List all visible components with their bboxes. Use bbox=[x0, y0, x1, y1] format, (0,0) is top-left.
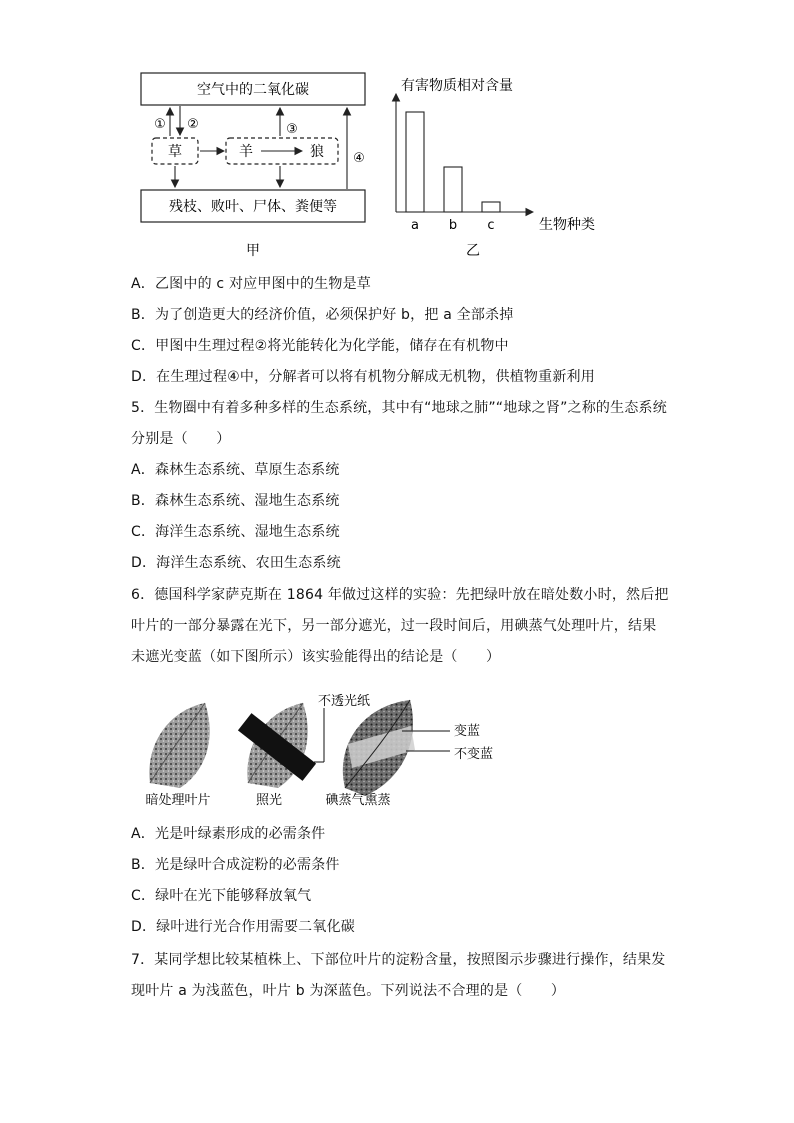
q5-option-b: B．森林生态系统、湿地生态系统 bbox=[131, 493, 340, 509]
y-axis-label: 有害物质相对含量 bbox=[401, 78, 513, 94]
q4-option-a: A．乙图中的 c 对应甲图中的生物是草 bbox=[131, 276, 371, 292]
tick-label-a: a bbox=[411, 218, 419, 233]
co2-box-label: 空气中的二氧化碳 bbox=[197, 82, 309, 98]
diagram-jia-caption: 甲 bbox=[246, 243, 260, 259]
q5-option-d: D．海洋生态系统、农田生态系统 bbox=[131, 555, 341, 571]
q6-stem-line2: 叶片的一部分暴露在光下，另一部分遮光，过一段时间后，用碘蒸气处理叶片，结果 bbox=[131, 618, 657, 634]
leaf-iodine bbox=[343, 700, 415, 796]
wolf-label: 狼 bbox=[310, 144, 324, 160]
q4-option-d: D．在生理过程④中，分解者可以将有机物分解成无机物，供植物重新利用 bbox=[131, 369, 595, 385]
chart-yi-caption: 乙 bbox=[466, 243, 480, 259]
bar-a bbox=[406, 112, 424, 212]
q4-option-b: B．为了创造更大的经济价值，必须保护好 b，把 a 全部杀掉 bbox=[131, 307, 514, 323]
bar-b bbox=[444, 167, 462, 212]
x-axis-label: 生物种类 bbox=[539, 217, 595, 233]
q4-option-c: C．甲图中生理过程②将光能转化为化学能，储存在有机物中 bbox=[131, 338, 509, 354]
label-iodine-fumigation: 碘蒸气熏蒸 bbox=[325, 793, 391, 808]
q6-option-d: D．绿叶进行光合作用需要二氧化碳 bbox=[131, 919, 355, 935]
tick-label-c: c bbox=[487, 218, 495, 233]
q6-option-c: C．绿叶在光下能够释放氧气 bbox=[131, 888, 312, 904]
q6-stem-line3: 未遮光变蓝（如下图所示）该实验能得出的结论是（ ） bbox=[131, 649, 501, 665]
q5-stem-line1: 5．生物圈中有着多种多样的生态系统，其中有“地球之肺”“地球之肾”之称的生态系统 bbox=[131, 400, 667, 416]
detritus-box-label: 残枝、败叶、尸体、粪便等 bbox=[169, 199, 337, 215]
grass-label: 草 bbox=[168, 144, 182, 160]
q5-option-a: A．森林生态系统、草原生态系统 bbox=[131, 462, 340, 478]
q7-stem-line1: 7．某同学想比较某植株上、下部位叶片的淀粉含量，按照图示步骤进行操作，结果发 bbox=[131, 952, 666, 968]
leaf-illuminated bbox=[238, 703, 316, 788]
marker-3: ③ bbox=[286, 122, 298, 137]
bar-c bbox=[482, 202, 500, 212]
sheep-label: 羊 bbox=[239, 144, 253, 160]
label-turns-blue: 变蓝 bbox=[454, 724, 481, 739]
marker-4: ④ bbox=[353, 151, 365, 166]
label-not-blue: 不变蓝 bbox=[454, 747, 494, 762]
label-opaque-paper: 不透光纸 bbox=[318, 694, 371, 709]
q5-stem-line2: 分别是（ ） bbox=[131, 431, 231, 447]
label-dark-treated: 暗处理叶片 bbox=[145, 793, 211, 808]
q6-option-a: A．光是叶绿素形成的必需条件 bbox=[131, 826, 326, 842]
label-illuminated: 照光 bbox=[255, 793, 283, 808]
q7-stem-line2: 现叶片 a 为浅蓝色，叶片 b 为深蓝色。下列说法不合理的是（ ） bbox=[131, 983, 566, 999]
tick-label-b: b bbox=[448, 218, 458, 233]
marker-2: ② bbox=[187, 117, 199, 132]
diagram-jia bbox=[130, 66, 380, 266]
q6-stem-line1: 6．德国科学家萨克斯在 1864 年做过这样的实验：先把绿叶放在暗处数小时，然后把 bbox=[131, 587, 669, 603]
marker-1: ① bbox=[154, 117, 166, 132]
leaf-dark-treated bbox=[149, 703, 209, 788]
q5-option-c: C．海洋生态系统、湿地生态系统 bbox=[131, 524, 340, 540]
q6-option-b: B．光是绿叶合成淀粉的必需条件 bbox=[131, 857, 340, 873]
leaf-experiment-figure bbox=[140, 688, 520, 813]
chart-yi bbox=[385, 66, 615, 266]
